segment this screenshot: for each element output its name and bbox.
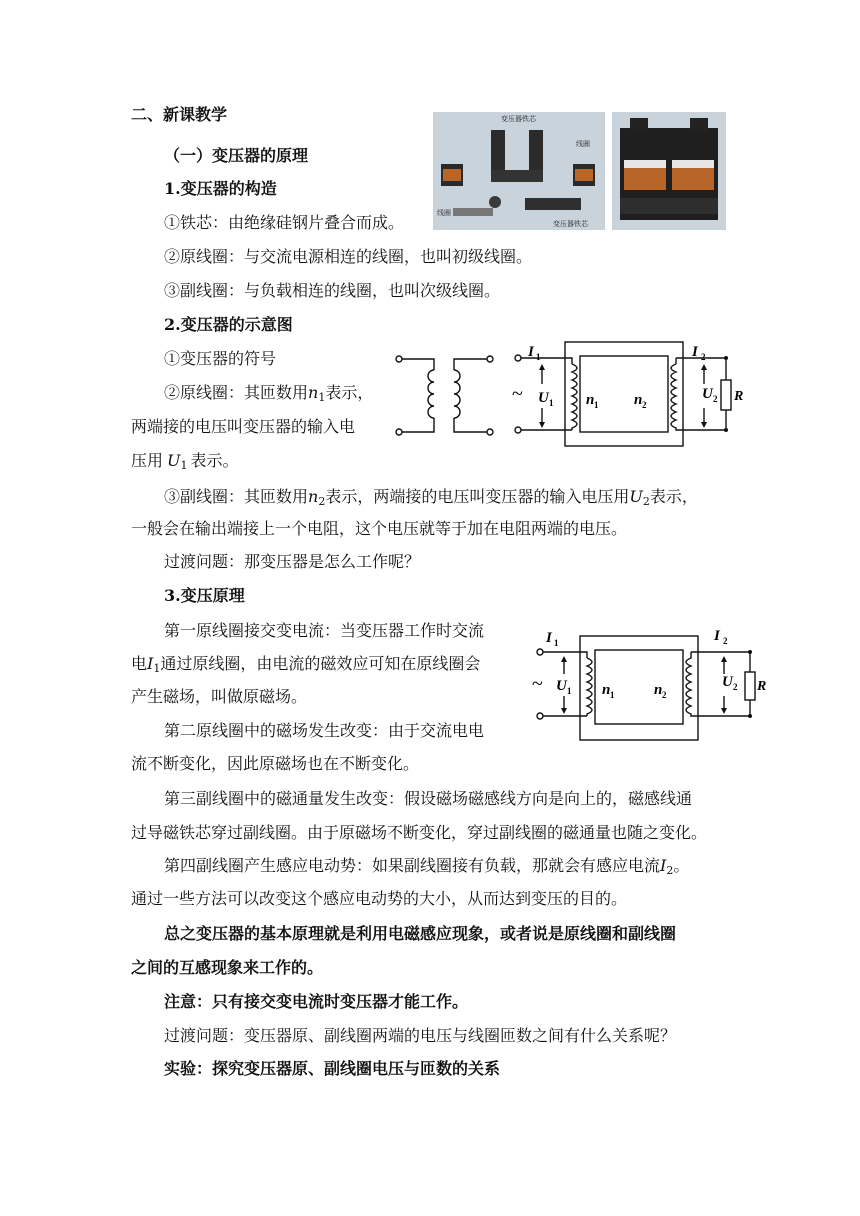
svg-text:1: 1 <box>549 398 554 408</box>
label-coil-left: 线圈 <box>437 209 451 217</box>
primary-desc-line3: 压用 $U_1$ 表示。 <box>131 451 239 472</box>
primary-desc-line2: 两端接的电压叫变压器的输入电 <box>131 417 356 436</box>
step1-line2: 电$I_1$通过原线圈，由电流的磁效应可知在原线圈会 <box>131 654 481 675</box>
summary-line2: 之间的互感现象来工作的。 <box>131 958 324 977</box>
secondary-desc-line2: 一般会在输出端接上一个电阻，这个电压就等于加在电阻两端的电压。 <box>131 519 628 538</box>
label-n2: n <box>654 682 663 698</box>
step1-line3: 产生磁场，叫做原磁场。 <box>131 687 308 706</box>
label-n1: n <box>602 682 611 698</box>
svg-text:2: 2 <box>701 352 706 362</box>
label-U2: U <box>722 674 733 690</box>
primary-desc-line1: ②原线圈：其匝数用$n_1$表示， <box>164 383 374 404</box>
svg-text:2: 2 <box>662 690 667 700</box>
svg-text:1: 1 <box>554 638 559 648</box>
item-secondary: ③副线圈：与负载相连的线圈，也叫次级线圈。 <box>164 281 501 300</box>
label-R: R <box>757 679 767 694</box>
label-I1: I <box>546 630 552 646</box>
item-primary: ②原线圈：与交流电源相连的线圈，也叫初级线圈。 <box>164 247 533 266</box>
label-I2: I <box>714 628 720 644</box>
label-n2: n <box>634 392 643 408</box>
svg-text:1: 1 <box>594 400 599 410</box>
label-coil-right: 线圈 <box>576 140 590 148</box>
svg-text:2: 2 <box>642 400 647 410</box>
label-I1: I <box>528 344 534 360</box>
step4-line2: 通过一些方法可以改变这个感应电动势的大小，从而达到变压的目的。 <box>131 889 628 908</box>
heading-diagram: 2.变压器的示意图 <box>164 315 293 334</box>
sub-title: （一）变压器的原理 <box>164 146 309 165</box>
transition-2: 过渡问题：变压器原、副线圈两端的电压与线圈匝数之间有什么关系呢？ <box>164 1026 677 1045</box>
symbol-item: ①变压器的符号 <box>164 349 277 368</box>
label-n1: n <box>586 392 595 408</box>
secondary-desc-line1: ③副线圈：其匝数用$n_2$表示，两端接的电压叫变压器的输入电压用$U_2$表示， <box>164 487 698 508</box>
ac-source-symbol: ~ <box>532 673 543 695</box>
transformer-circuit-diagram-top <box>508 334 753 454</box>
experiment-title: 实验：探究变压器原、副线圈电压与匝数的关系 <box>164 1059 501 1078</box>
svg-text:2: 2 <box>733 682 738 692</box>
summary-line1: 总之变压器的基本原理就是利用电磁感应现象，或者说是原线圈和副线圈 <box>164 924 677 943</box>
label-U1: U <box>538 390 549 406</box>
label-core-top: 变压器铁芯 <box>501 115 536 123</box>
step1-line1: 第一原线圈接交变电流：当变压器工作时交流 <box>164 621 485 640</box>
step4-line1: 第四副线圈产生感应电动势：如果副线圈接有负载，那就会有感应电流$I_2$。 <box>164 856 690 877</box>
svg-text:1: 1 <box>610 690 615 700</box>
label-I2: I <box>692 344 698 360</box>
label-R: R <box>734 389 744 404</box>
label-U2: U <box>702 386 713 402</box>
svg-text:2: 2 <box>723 636 728 646</box>
heading-construction: 1.变压器的构造 <box>164 179 277 198</box>
svg-text:1: 1 <box>567 686 572 696</box>
svg-text:1: 1 <box>536 352 541 362</box>
label-core-bottom: 变压器铁芯 <box>553 220 588 228</box>
transition-1: 过渡问题：那变压器是怎么工作呢？ <box>164 552 421 571</box>
step2-line2: 流不断变化，因此原磁场也在不断变化。 <box>131 754 420 773</box>
step3-line1: 第三副线圈中的磁通量发生改变：假设磁场磁感线方向是向上的，磁感线通 <box>164 789 693 808</box>
item-core: ①铁芯：由绝缘硅钢片叠合而成。 <box>164 213 405 232</box>
step2-line1: 第二原线圈中的磁场发生改变：由于交流电电 <box>164 721 485 740</box>
svg-text:2: 2 <box>713 394 718 404</box>
transformer-assembled-photo <box>612 112 726 230</box>
ac-source-symbol: ~ <box>512 383 523 405</box>
heading-principle: 3.变压原理 <box>164 586 245 605</box>
step3-line2: 过导磁铁芯穿过副线圈。由于原磁场不断变化，穿过副线圈的磁通量也随之变化。 <box>131 823 708 842</box>
transformer-circuit-diagram-bottom <box>530 624 775 744</box>
transformer-parts-photo <box>433 112 605 230</box>
transformer-symbol <box>390 350 500 440</box>
section-title: 二、新课教学 <box>131 105 228 124</box>
label-U1: U <box>556 678 567 694</box>
note: 注意：只有接交变电流时变压器才能工作。 <box>164 992 469 1011</box>
